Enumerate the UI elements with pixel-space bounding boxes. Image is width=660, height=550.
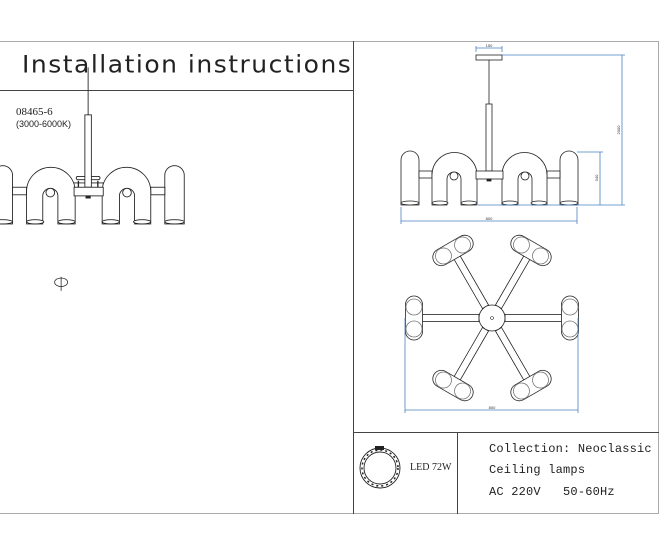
top-view <box>405 232 579 413</box>
page-title: Installation instructions <box>22 50 353 79</box>
spec-type: Ceiling lamps <box>489 463 586 477</box>
led-ring-icon <box>360 446 400 488</box>
dim-canopy: 150 <box>485 43 493 48</box>
side-view-dimensioned <box>401 43 625 224</box>
dim-width-top: 800 <box>488 405 496 410</box>
color-temperature: (3000-6000K) <box>16 119 72 129</box>
dim-height: 2000 <box>616 125 621 135</box>
spec-power: AC 220V 50-60Hz <box>489 485 615 499</box>
installation-view <box>0 67 184 291</box>
led-power: LED 72W <box>410 462 452 473</box>
dim-width-side: 800 <box>485 216 493 221</box>
dim-shade-height: 340 <box>594 174 599 182</box>
spec-collection: Collection: Neoclassic <box>489 442 652 456</box>
model-number: 08465-6 <box>16 106 53 118</box>
